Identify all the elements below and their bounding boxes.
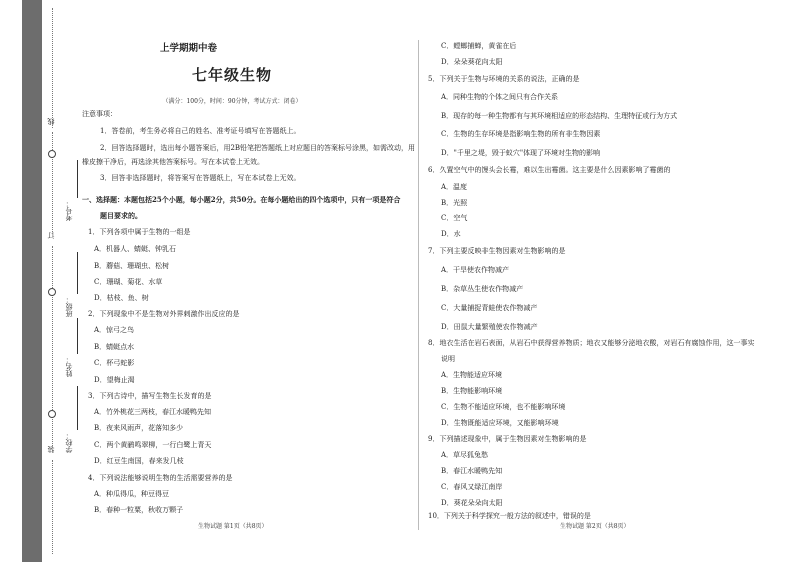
- name-field[interactable]: [77, 318, 78, 354]
- question-option: A．温度: [441, 183, 468, 191]
- question-option: D．"千里之堤，毁于蚁穴"体现了环境对生物的影响: [441, 149, 601, 157]
- question-option: D．红豆生南国，春来发几枝: [94, 457, 184, 465]
- question-option: C．生物的生存环境是指影响生物的所有非生物因素: [441, 130, 601, 138]
- question-option: B．生物能影响环境: [441, 387, 503, 395]
- notice-item: 1．答卷前，考生务必将自己的姓名、准考证号填写在答题纸上。: [100, 127, 301, 135]
- question-option: B．夜来风雨声，花落知多少: [94, 424, 184, 432]
- question-option: B．蘑菇、珊瑚虫、松树: [94, 262, 170, 270]
- question-option: C．两个黄鹂鸣翠柳，一行白鹭上青天: [94, 441, 212, 449]
- question-option: B．现存的每一种生物都有与其环境相适应的形态结构、生理特征或行为方式: [441, 112, 678, 120]
- seal-mark: 线: [47, 118, 55, 125]
- cut-line: [52, 8, 53, 128]
- question-option: D．葵花朵朵向太阳: [441, 499, 503, 507]
- section-heading: 题目要求的。: [100, 211, 142, 220]
- bind-mark: 订: [47, 232, 55, 239]
- question-stem: 2．下列现象中不是生物对外界刺激作出反应的是: [88, 310, 240, 318]
- page-footer: 生物试题 第1页（共8页）: [198, 523, 268, 530]
- question-option: A．干旱使农作物减产: [441, 266, 510, 274]
- exam-info: （满分：100分，时间：90分钟，考试方式：闭卷）: [162, 98, 302, 105]
- question-stem: 4．下列说法能够说明生物的生活需要营养的是: [88, 474, 233, 482]
- question-option: D．生物既能适应环境，又能影响环境: [441, 419, 559, 427]
- page-title: 七年级生物: [191, 66, 272, 84]
- school-field[interactable]: [77, 386, 78, 430]
- binding-hole-icon: [48, 150, 56, 158]
- question-stem: 9．下列描述现象中，属于生物因素对生物影响的是: [428, 435, 587, 443]
- question-option: A．惊弓之鸟: [94, 326, 135, 334]
- question-option: C．珊瑚、菊花、水草: [94, 278, 163, 286]
- binding-strip: [42, 0, 66, 562]
- question-option: A．生物能适应环境: [441, 371, 503, 379]
- question-stem: 1．下列各项中属于生物的一组是: [88, 228, 191, 236]
- cut-line: [52, 132, 53, 232]
- question-option: D．朵朵葵花向太阳: [441, 58, 503, 66]
- class-label: 班级：: [65, 296, 73, 317]
- notice-item: 2．回答选择题时，选出每小题答案后，用2B铅笔把答题纸上对应题目的答案标号涂黑，如需改动，用: [100, 144, 416, 152]
- exam-name: 上学期期中卷: [160, 43, 218, 54]
- question-option: C．大量捕捉青蛙使农作物减产: [441, 304, 538, 312]
- student-info-strip: [66, 0, 78, 562]
- column-divider: [418, 40, 419, 530]
- question-option: D．望梅止渴: [94, 376, 135, 384]
- question-option: B．春江水暖鸭先知: [441, 467, 503, 475]
- cut-line: [52, 460, 53, 554]
- notice-item: 3．回答非选择题时，将答案写在答题纸上，写在本试卷上无效。: [100, 174, 301, 182]
- page-footer: 生物试题 第2页（共8页）: [560, 523, 630, 530]
- question-option: D．田鼠大量繁殖使农作物减产: [441, 323, 538, 331]
- question-option: C．春风又绿江南岸: [441, 483, 503, 491]
- exam-no-label: 考号：: [65, 200, 73, 221]
- question-option: B．蜻蜓点水: [94, 343, 135, 351]
- question-option: C．生物不能适应环境，也不能影响环境: [441, 403, 566, 411]
- question-option: B．春种一粒粟，秋收万颗子: [94, 506, 184, 514]
- question-stem: 3．下列古诗中，描写生物生长发育的是: [88, 392, 212, 400]
- question-stem: 5．下列关于生物与环境的关系的说法，正确的是: [428, 75, 580, 83]
- notice-item: 橡皮擦干净后，再选涂其他答案标号。写在本试卷上无效。: [82, 158, 264, 166]
- question-stem: 10．下列关于科学探究一般方法的叙述中，错误的是: [428, 512, 591, 520]
- question-option: D．枯枝、鱼、树: [94, 294, 149, 302]
- question-option: D．水: [441, 230, 461, 238]
- question-stem: 6．久置空气中的馒头会长霉，难以生出霉菌。这主要是什么因素影响了霉菌的: [428, 166, 671, 174]
- question-option: A．机器人、蜻蜓、钟乳石: [94, 245, 177, 253]
- question-option: C．空气: [441, 214, 468, 222]
- name-label: 姓名：: [65, 356, 73, 377]
- binding-strip-shade: [22, 0, 42, 562]
- school-label: 学校：: [65, 432, 73, 453]
- binding-hole-icon: [48, 410, 56, 418]
- question-stem: 7．下列主要反映非生物因素对生物影响的是: [428, 247, 566, 255]
- exam-no-field[interactable]: [77, 160, 78, 198]
- question-option: A．同种生物的个体之间只有合作关系: [441, 93, 559, 101]
- question-option: A．草尽狐兔愁: [441, 451, 489, 459]
- seal-mark: 装: [47, 446, 55, 453]
- section-heading: 一、选择题：本题包括25个小题，每小题2分，共50分。在每小题给出的四个选项中，只有一项是符合: [82, 195, 401, 204]
- question-option: B．杂草丛生使农作物减产: [441, 285, 524, 293]
- question-option: C．杯弓蛇影: [94, 359, 135, 367]
- class-field[interactable]: [77, 252, 78, 294]
- question-option: B．光照: [441, 199, 468, 207]
- question-stem: 说明: [441, 355, 455, 363]
- binding-hole-icon: [48, 288, 56, 296]
- notice-heading: 注意事项：: [82, 110, 117, 118]
- question-option: A．种瓜得瓜，种豆得豆: [94, 490, 170, 498]
- question-option: A．竹外桃花三两枝，春江水暖鸭先知: [94, 408, 212, 416]
- question-option: C．螳螂捕蝉，黄雀在后: [441, 42, 517, 50]
- question-stem: 8．地衣生活在岩石表面，从岩石中获得营养物质；地衣又能够分泌地衣酸，对岩石有腐蚀作用，这一事实: [428, 339, 755, 347]
